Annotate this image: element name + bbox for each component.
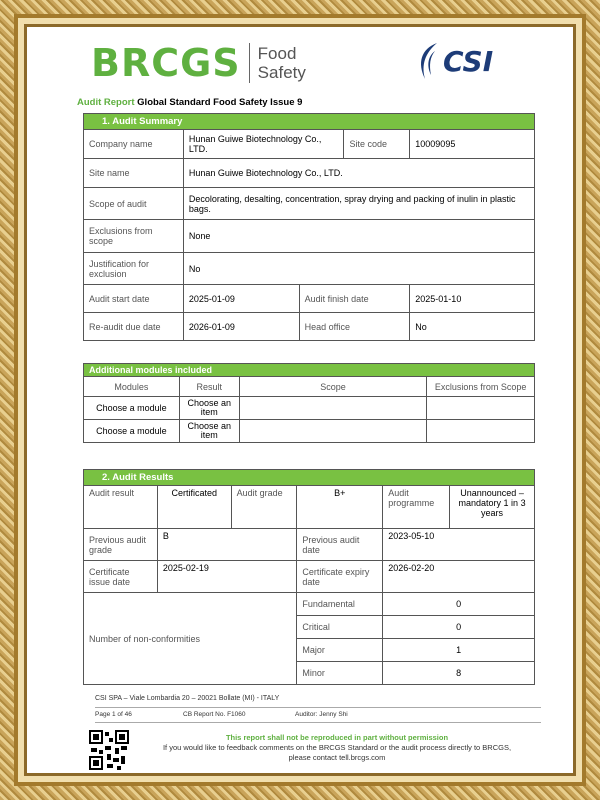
head-office-value: No: [410, 313, 535, 341]
table-row: [84, 420, 535, 443]
brcgs-subtitle: [258, 44, 306, 82]
nc-critical-label: Critical: [297, 616, 383, 639]
document-page: [27, 27, 573, 773]
scope-label: Scope of audit: [84, 188, 184, 220]
site-name-label: Site name: [84, 159, 184, 188]
result-col-header: Result: [179, 377, 239, 397]
company-name-label: Company name: [84, 130, 184, 159]
nc-minor-value: 8: [383, 662, 535, 685]
feedback-contact: please contact tell.brcgs.com: [288, 753, 386, 762]
nc-minor-label: Minor: [297, 662, 383, 685]
audit-result-label: Audit result: [84, 486, 158, 529]
page-number: Page 1 of 46: [95, 711, 132, 718]
module-select[interactable]: Choose a module: [84, 397, 180, 420]
cert-expiry-label: Certificate expiry date: [297, 561, 383, 593]
section-heading-audit-summary: 1. Audit Summary: [84, 114, 535, 130]
csi-logo: [415, 39, 493, 83]
audit-start-value: 2025-01-09: [183, 285, 299, 313]
nc-major-value: 1: [383, 639, 535, 662]
report-title: [77, 97, 302, 108]
site-code-value: 10009095: [410, 130, 535, 159]
prev-grade-value: B: [157, 529, 297, 561]
exclusions-label: Exclusions from scope: [84, 220, 184, 253]
head-office-label: Head office: [299, 313, 410, 341]
auditor-name: Auditor: Jenny Shi: [295, 711, 348, 718]
modules-table: [83, 363, 535, 443]
audit-finish-value: 2025-01-10: [410, 285, 535, 313]
module-select[interactable]: Choose a module: [84, 420, 180, 443]
nc-critical-value: 0: [383, 616, 535, 639]
nc-fundamental-label: Fundamental: [297, 593, 383, 616]
section-heading-audit-results: 2. Audit Results: [84, 470, 535, 486]
prev-date-value: 2023-05-10: [383, 529, 535, 561]
scope-col-header: Scope: [239, 377, 426, 397]
scope-cell[interactable]: [239, 420, 426, 443]
nc-major-label: Major: [297, 639, 383, 662]
feedback-note: If you would like to feedback comments on the BRCGS Standard or the audit process directly to BRCGS,: [162, 743, 512, 752]
footer-notice: [127, 733, 547, 763]
nc-fundamental-value: 0: [383, 593, 535, 616]
report-title-standard: Global Standard Food Safety Issue 9: [137, 97, 303, 108]
scope-cell[interactable]: [239, 397, 426, 420]
footer-divider: [95, 722, 541, 723]
exclusions-cell[interactable]: [427, 397, 535, 420]
prev-grade-label: Previous audit grade: [84, 529, 158, 561]
brcgs-mark: BRCGS: [91, 41, 241, 85]
reproduction-warning: This report shall not be reproduced in part without permission: [225, 733, 449, 742]
qr-code-icon: [89, 730, 129, 770]
justification-label: Justification for exclusion: [84, 253, 184, 285]
cert-issue-value: 2025-02-19: [157, 561, 297, 593]
table-row: [84, 397, 535, 420]
csi-swoosh-icon: [415, 41, 441, 81]
brcgs-sub-food: Food: [257, 44, 297, 63]
footer-address: CSI SPA – Viale Lombardia 20 – 20021 Bollate (MI) - ITALY: [95, 695, 280, 702]
brcgs-sub-safety: Safety: [257, 63, 306, 82]
logo-divider: [249, 43, 250, 83]
exclusions-col-header: Exclusions from Scope: [427, 377, 535, 397]
site-name-value: Hunan Guiwe Biotechnology Co., LTD.: [183, 159, 534, 188]
site-code-label: Site code: [344, 130, 410, 159]
exclusions-cell[interactable]: [427, 420, 535, 443]
csi-wordmark: CSI: [443, 44, 494, 78]
audit-grade-label: Audit grade: [231, 486, 297, 529]
audit-start-label: Audit start date: [84, 285, 184, 313]
brcgs-logo: [91, 35, 306, 91]
report-title-green: Audit Report: [77, 97, 135, 108]
cert-expiry-value: 2026-02-20: [383, 561, 535, 593]
audit-programme-value: Unannounced – mandatory 1 in 3 years: [450, 486, 535, 529]
company-name-value: Hunan Guiwe Biotechnology Co., LTD.: [183, 130, 344, 159]
audit-result-value: Certificated: [157, 486, 231, 529]
footer-divider: [95, 707, 541, 708]
audit-summary-table: [83, 113, 535, 341]
result-select[interactable]: Choose an item: [179, 420, 239, 443]
justification-value: No: [183, 253, 534, 285]
audit-programme-label: Audit programme: [383, 486, 450, 529]
audit-grade-value: B+: [297, 486, 383, 529]
cb-report-number: CB Report No. F1060: [183, 711, 246, 718]
result-select[interactable]: Choose an item: [179, 397, 239, 420]
audit-finish-label: Audit finish date: [299, 285, 410, 313]
prev-date-label: Previous audit date: [297, 529, 383, 561]
cert-issue-label: Certificate issue date: [84, 561, 158, 593]
reaudit-value: 2026-01-09: [183, 313, 299, 341]
exclusions-value: None: [183, 220, 534, 253]
audit-results-table: [83, 469, 535, 685]
section-heading-modules: Additional modules included: [84, 364, 535, 377]
scope-value: Decolorating, desalting, concentration, spray drying and packing of inulin in plastic bags.: [183, 188, 534, 220]
nc-label: Number of non-conformities: [84, 593, 297, 685]
modules-col-header: Modules: [84, 377, 180, 397]
reaudit-label: Re-audit due date: [84, 313, 184, 341]
